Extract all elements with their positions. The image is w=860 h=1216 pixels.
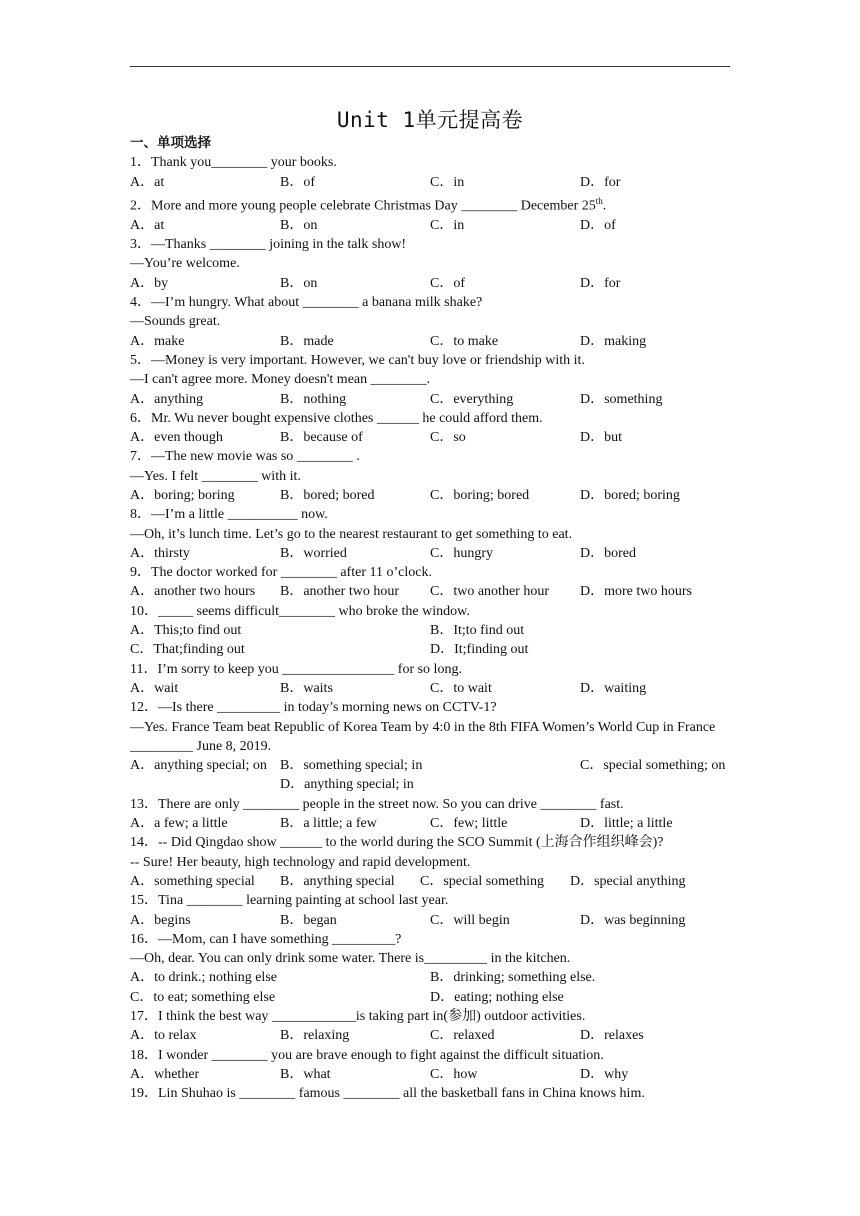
question-stem: 3．—Thanks ________ joining in the talk show! xyxy=(130,237,407,253)
option[interactable]: C．special something; on xyxy=(580,758,726,774)
options-row xyxy=(130,390,734,409)
question-9 xyxy=(130,563,734,602)
section-heading: 一、单项选择 xyxy=(130,135,211,151)
option[interactable]: D．bored; boring xyxy=(580,488,680,503)
option[interactable]: B．relaxing xyxy=(280,1028,350,1044)
options-row xyxy=(130,582,734,601)
question-13 xyxy=(130,795,734,834)
options-row xyxy=(130,621,734,640)
option[interactable]: B．bored; bored xyxy=(280,488,375,503)
option[interactable]: B．on xyxy=(280,217,318,233)
option[interactable]: D．more two hours xyxy=(580,584,692,600)
option[interactable]: C．in xyxy=(430,217,465,233)
option[interactable]: B．began xyxy=(280,912,337,928)
option[interactable]: C．how xyxy=(430,1066,478,1082)
options-row xyxy=(130,814,734,833)
question-19 xyxy=(130,1084,734,1103)
question-stem: 9．The doctor worked for ________ after 11 o’clock. xyxy=(130,565,432,581)
question-stem: 2．More and more young people celebrate Christmas Day ________ December 25th. xyxy=(130,195,607,214)
option[interactable]: B．nothing xyxy=(280,391,347,407)
question-7 xyxy=(130,447,734,505)
option[interactable]: B．drinking; something else. xyxy=(430,970,596,986)
options-row xyxy=(130,428,734,447)
option[interactable]: B．anything special xyxy=(280,873,395,889)
options-row xyxy=(130,274,734,293)
option[interactable]: A．begins xyxy=(130,912,191,928)
options-row xyxy=(130,968,734,987)
option[interactable]: C．will begin xyxy=(430,912,510,928)
option[interactable]: C．boring; bored xyxy=(430,488,530,503)
option[interactable]: C．everything xyxy=(430,391,514,407)
option[interactable]: D．for xyxy=(580,275,621,291)
question-11 xyxy=(130,660,734,699)
question-stem: 5．—Money is very important. However, we can't buy love or friendship with it. xyxy=(130,352,585,368)
option[interactable]: D．why xyxy=(580,1066,629,1082)
option[interactable]: A．make xyxy=(130,333,185,349)
option[interactable]: D．of xyxy=(580,217,616,233)
question-stem: 15．Tina ________ learning painting at school last year. xyxy=(130,893,449,909)
option[interactable]: A．to drink.; nothing else xyxy=(130,970,277,986)
option[interactable]: A．even though xyxy=(130,430,223,446)
question-stem: 11．I’m sorry to keep you ________________ for so long. xyxy=(130,661,462,677)
options-row xyxy=(130,640,734,659)
option[interactable]: A．boring; boring xyxy=(130,488,235,503)
option[interactable]: B．of xyxy=(280,174,315,190)
option[interactable]: A．This;to find out xyxy=(130,623,242,639)
option[interactable]: C．hungry xyxy=(430,545,493,561)
options-row xyxy=(130,1026,734,1045)
question-stem: 19．Lin Shuhao is ________ famous ________ all the basketball fans in China knows him. xyxy=(130,1086,645,1102)
option[interactable]: D．anything special; in xyxy=(280,777,414,793)
option[interactable]: C．to eat; something else xyxy=(130,989,276,1005)
question-stem: 4．—I’m hungry. What about ________ a banana milk shake? xyxy=(130,295,483,311)
option[interactable]: C．to make xyxy=(430,333,499,349)
option[interactable]: D．little; a little xyxy=(580,816,673,832)
option[interactable]: C．in xyxy=(430,174,465,190)
options-row xyxy=(130,332,734,351)
option[interactable]: D．relaxes xyxy=(580,1028,644,1044)
option[interactable]: B．something special; in xyxy=(280,758,423,774)
option[interactable]: D．bored xyxy=(580,545,636,561)
options-row xyxy=(130,872,734,891)
page-title: Unit 1单元提高卷 xyxy=(336,108,524,132)
option[interactable]: B．another two hour xyxy=(280,584,399,600)
option[interactable]: D．eating; nothing else xyxy=(430,989,564,1005)
question-stem: —I can't agree more. Money doesn't mean ________. xyxy=(130,372,431,388)
question-stem: —Yes. I felt ________ with it. xyxy=(130,468,301,484)
question-stem: 17．I think the best way ____________is taking part in(参加) outdoor activities. xyxy=(130,1009,586,1025)
option[interactable]: B．what xyxy=(280,1066,331,1082)
question-stem: 1．Thank you________ your books. xyxy=(130,155,337,171)
option[interactable]: A．anything special; on xyxy=(130,758,267,774)
question-stem: 6．Mr. Wu never bought expensive clothes ______ he could afford them. xyxy=(130,410,543,426)
question-12 xyxy=(130,698,734,794)
question-stem: 10．_____ seems difficult________ who broke the window. xyxy=(130,603,470,619)
option[interactable]: B．because of xyxy=(280,430,363,446)
question-8 xyxy=(130,505,734,563)
option[interactable]: A．thirsty xyxy=(130,545,190,561)
question-stem: 13．There are only ________ people in the street now. So you can drive ________ fast. xyxy=(130,796,624,812)
option[interactable]: A．wait xyxy=(130,680,179,696)
options-row xyxy=(130,775,734,794)
question-17 xyxy=(130,1007,734,1046)
question-list xyxy=(130,134,734,1104)
question-stem: 8．—I’m a little __________ now. xyxy=(130,507,328,523)
question-stem: 16．—Mom, can I have something _________? xyxy=(130,931,402,947)
option[interactable]: A．to relax xyxy=(130,1028,197,1044)
question-stem: 7．—The new movie was so ________ . xyxy=(130,449,360,465)
option[interactable]: D．something xyxy=(580,391,663,407)
option[interactable]: C．of xyxy=(430,275,465,291)
option[interactable]: A．at xyxy=(130,217,165,233)
question-stem: 18．I wonder ________ you are brave enough to fight against the difficult situation. xyxy=(130,1047,604,1063)
option-spacer xyxy=(130,775,280,794)
option[interactable]: C．That;finding out xyxy=(130,642,245,658)
option[interactable]: D．making xyxy=(580,333,647,349)
option[interactable]: C．so xyxy=(430,430,466,446)
option[interactable]: B．waits xyxy=(280,680,333,696)
option[interactable]: D．special anything xyxy=(570,873,686,889)
question-15 xyxy=(130,891,734,930)
options-row xyxy=(130,1065,734,1084)
question-stem: —You’re welcome. xyxy=(130,256,240,272)
question-10 xyxy=(130,602,734,660)
options-row xyxy=(130,173,734,192)
option[interactable]: B．worried xyxy=(280,545,347,561)
question-1 xyxy=(130,153,734,192)
question-2 xyxy=(130,192,734,235)
question-stem: —Oh, dear. You can only drink some water. There is_________ in the kitchen. xyxy=(130,951,571,967)
question-stem: —Oh, it’s lunch time. Let’s go to the nearest restaurant to get something to eat. xyxy=(130,526,573,542)
option[interactable]: C．to wait xyxy=(430,680,492,696)
options-row xyxy=(130,216,734,235)
options-row xyxy=(130,486,734,505)
option[interactable]: A．another two hours xyxy=(130,584,256,600)
option[interactable]: C．two another hour xyxy=(430,584,549,600)
question-5 xyxy=(130,351,734,409)
option[interactable]: C．few; little xyxy=(430,816,508,832)
question-18 xyxy=(130,1046,734,1085)
option[interactable]: A．anything xyxy=(130,391,204,407)
question-16 xyxy=(130,930,734,1007)
question-3 xyxy=(130,235,734,293)
option[interactable]: A．whether xyxy=(130,1066,200,1082)
option[interactable]: A．a few; a little xyxy=(130,816,228,832)
options-row xyxy=(130,911,734,930)
option[interactable]: B．It;to find out xyxy=(430,623,525,639)
header-rule xyxy=(130,66,730,67)
option[interactable]: A．at xyxy=(130,174,165,190)
question-stem: 12．—Is there _________ in today’s morning news on CCTV-1? xyxy=(130,700,497,716)
option[interactable]: B．a little; a few xyxy=(280,816,377,832)
option[interactable]: A．something special xyxy=(130,873,255,889)
question-6 xyxy=(130,409,734,448)
question-stem: -- Sure! Her beauty, high technology and rapid development. xyxy=(130,854,471,870)
options-row xyxy=(130,756,734,775)
options-row xyxy=(130,679,734,698)
question-stem: —Sounds great. xyxy=(130,314,221,330)
option[interactable]: B．made xyxy=(280,333,334,349)
option[interactable]: D．waiting xyxy=(580,680,647,696)
option[interactable]: A．by xyxy=(130,275,169,291)
options-row xyxy=(130,544,734,563)
option[interactable]: D．was beginning xyxy=(580,912,686,928)
option[interactable]: D．but xyxy=(580,430,622,446)
option[interactable]: B．on xyxy=(280,275,318,291)
question-stem: 14．-- Did Qingdao show ______ to the world during the SCO Summit (上海合作组织峰会)? xyxy=(130,835,664,851)
option[interactable]: C．relaxed xyxy=(430,1028,495,1044)
option[interactable] xyxy=(430,756,580,775)
option[interactable]: D．It;finding out xyxy=(430,642,529,658)
options-row xyxy=(130,988,734,1007)
question-14 xyxy=(130,833,734,891)
question-4 xyxy=(130,293,734,351)
question-stem: —Yes. France Team beat Republic of Korea Team by 4:0 in the 8th FIFA Women’s World Cup in France _________ June 8, 2019. xyxy=(130,719,716,754)
option[interactable]: D．for xyxy=(580,174,621,190)
option[interactable]: C．special something xyxy=(420,873,545,889)
